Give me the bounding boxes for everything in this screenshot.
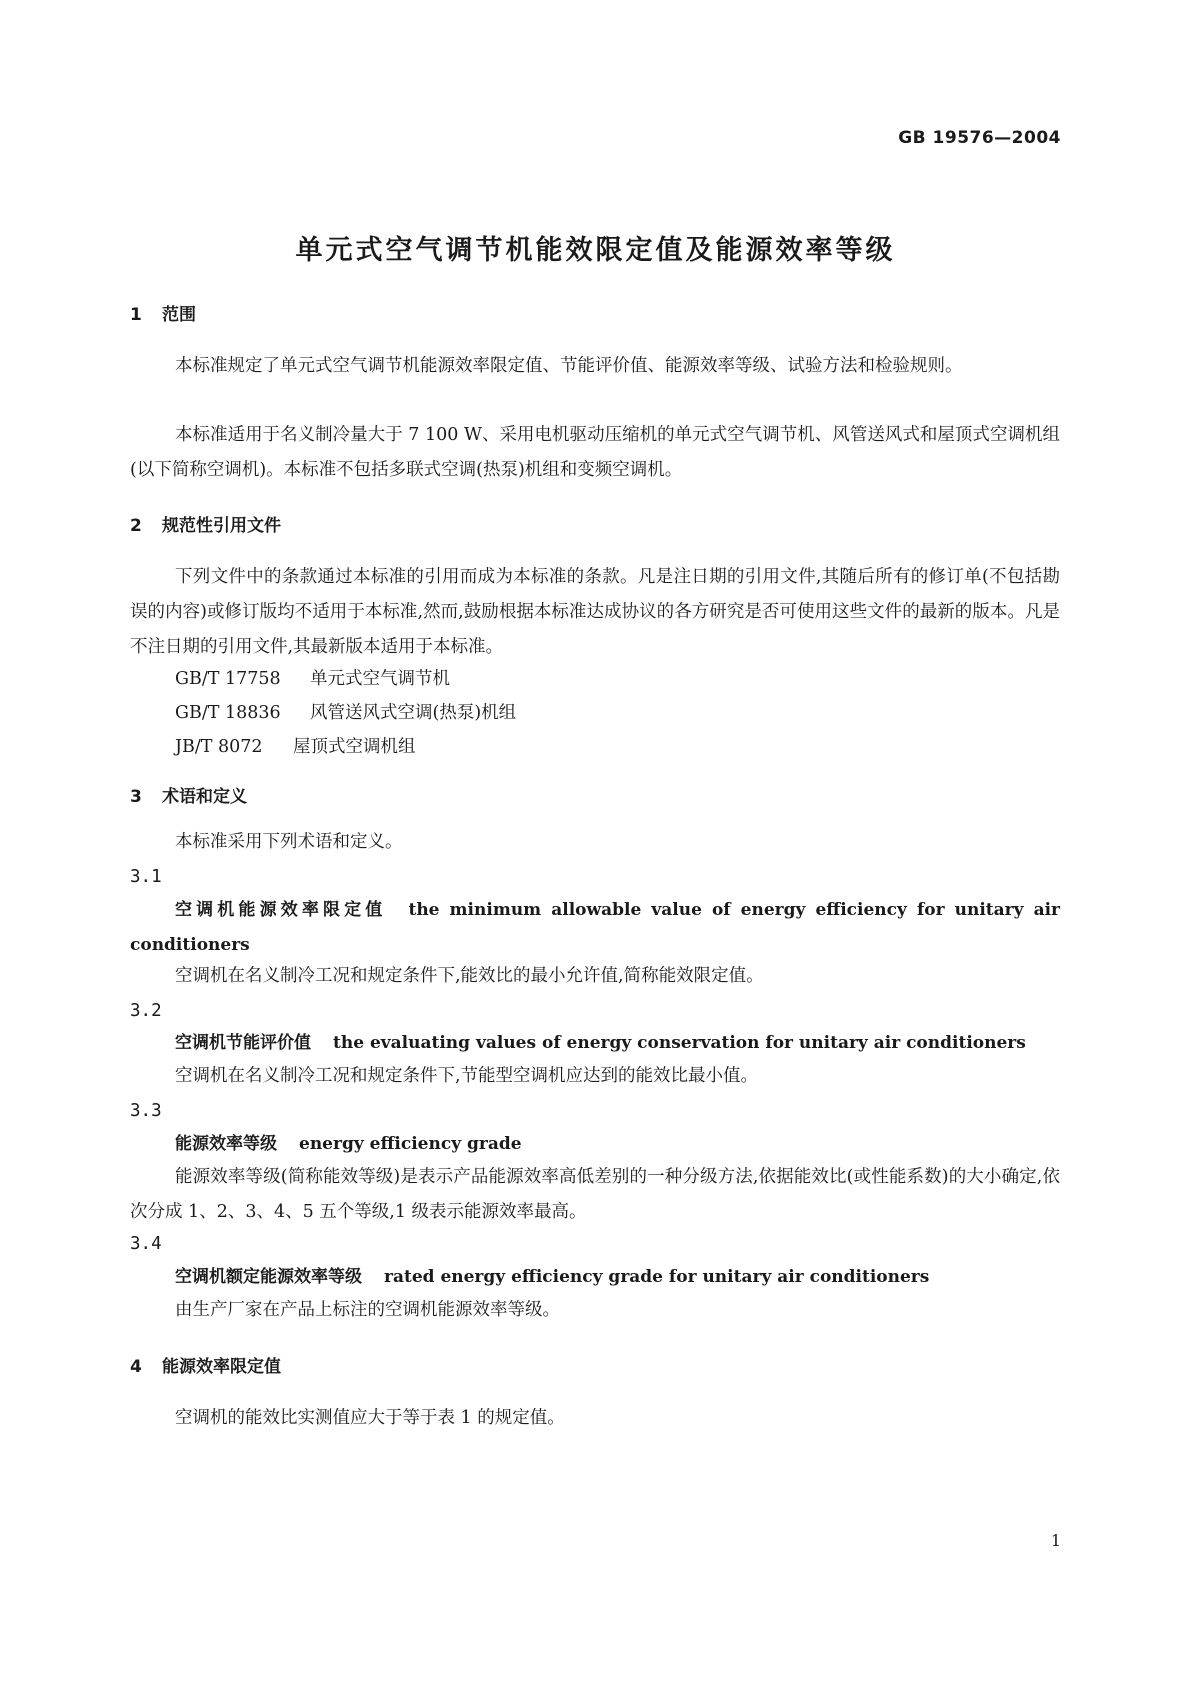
term-zh: 空调机能源效率限定值 xyxy=(175,900,387,920)
term-zh: 空调机节能评价值 xyxy=(175,1033,311,1053)
reference-code: JB/T 8072 xyxy=(175,737,263,757)
section-title: 能源效率限定值 xyxy=(162,1357,281,1377)
section-3-intro: 本标准采用下列术语和定义。 xyxy=(175,832,403,852)
term-zh: 空调机额定能源效率等级 xyxy=(175,1267,362,1287)
term-en: rated energy efficiency grade for unitary air conditioners xyxy=(384,1267,930,1287)
term-definition: 空调机在名义制冷工况和规定条件下,节能型空调机应达到的能效比最小值。 xyxy=(175,1066,759,1086)
term-heading xyxy=(130,1127,1060,1162)
term-en: energy efficiency grade xyxy=(299,1134,522,1154)
term-en: the minimum allowable value of energy efficiency for unitary air conditioners xyxy=(130,900,1061,955)
section-4-heading xyxy=(130,1352,281,1377)
reference-name: 风管送风式空调(热泵)机组 xyxy=(310,703,517,723)
section-2-paragraph-1: 下列文件中的条款通过本标准的引用而成为本标准的条款。凡是注日期的引用文件,其随后所有的修订单(不包括勘误的内容)或修订版均不适用于本标准,然而,鼓励根据本标准达成协议的各方研究是否可使用这些文件的最新的版本。凡是不注日期的引用文件,其最新版本适用于本标准。 xyxy=(130,567,1060,657)
term-zh: 能源效率等级 xyxy=(175,1134,277,1154)
section-number: 3 xyxy=(130,787,142,807)
section-title: 术语和定义 xyxy=(162,787,247,807)
section-2-heading xyxy=(130,511,281,536)
term-number: 3.1 xyxy=(130,867,162,887)
term-heading xyxy=(130,893,1060,963)
reference-name: 屋顶式空调机组 xyxy=(293,737,416,757)
term-en: the evaluating values of energy conservation for unitary air conditioners xyxy=(333,1033,1026,1053)
document-title: 单元式空气调节机能效限定值及能源效率等级 xyxy=(295,235,896,266)
term-definition: 能源效率等级(简称能效等级)是表示产品能源效率高低差别的一种分级方法,依据能效比(或性能系数)的大小确定,依次分成 1、2、3、4、5 五个等级,1 级表示能源效率最高。 xyxy=(130,1167,1060,1222)
page-number: 1 xyxy=(1050,1531,1061,1550)
term-definition: 空调机在名义制冷工况和规定条件下,能效比的最小允许值,简称能效限定值。 xyxy=(175,966,764,986)
reference-code: GB/T 17758 xyxy=(175,669,281,689)
section-number: 2 xyxy=(130,516,142,536)
reference-code: GB/T 18836 xyxy=(175,703,281,723)
reference-item xyxy=(175,733,416,758)
section-title: 范围 xyxy=(162,305,196,325)
reference-item xyxy=(175,699,516,724)
reference-name: 单元式空气调节机 xyxy=(310,669,450,689)
term-number: 3.3 xyxy=(130,1101,162,1121)
reference-item xyxy=(175,665,450,690)
term-heading xyxy=(130,1026,1060,1061)
term-number: 3.2 xyxy=(130,1001,162,1021)
term-definition: 由生产厂家在产品上标注的空调机能源效率等级。 xyxy=(175,1300,560,1320)
standard-code: GB 19576—2004 xyxy=(898,128,1061,148)
section-number: 1 xyxy=(130,305,142,325)
section-1-paragraph-2: 本标准适用于名义制冷量大于 7 100 W、采用电机驱动压缩机的单元式空气调节机、风管送风式和屋顶式空调机组(以下简称空调机)。本标准不包括多联式空调(热泵)机组和变频空调机。 xyxy=(130,425,1060,480)
section-3-heading xyxy=(130,782,247,807)
section-1-paragraph-1: 本标准规定了单元式空气调节机能源效率限定值、节能评价值、能源效率等级、试验方法和检验规则。 xyxy=(175,356,963,376)
section-number: 4 xyxy=(130,1357,142,1377)
section-1-heading xyxy=(130,300,196,325)
term-heading xyxy=(130,1260,1060,1295)
section-4-paragraph-1: 空调机的能效比实测值应大于等于表 1 的规定值。 xyxy=(175,1408,565,1428)
section-title: 规范性引用文件 xyxy=(162,516,281,536)
term-number: 3.4 xyxy=(130,1234,162,1254)
